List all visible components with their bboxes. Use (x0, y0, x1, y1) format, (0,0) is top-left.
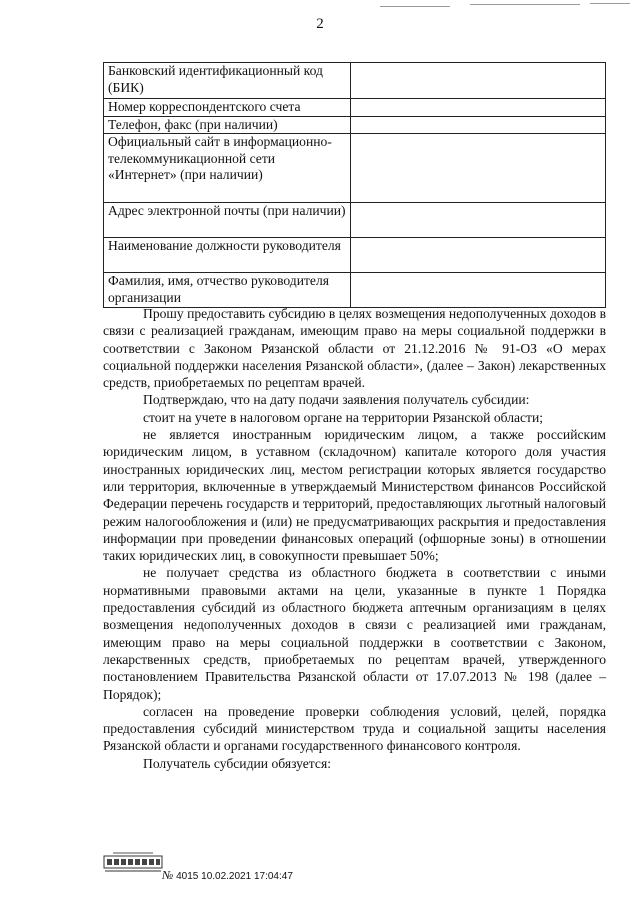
scan-artifact (380, 6, 450, 7)
document-registration-stamp (162, 868, 293, 883)
scan-artifact (470, 4, 580, 5)
row-label: Фамилия, имя, отчество руководителя организации (104, 273, 351, 308)
table-row (104, 116, 606, 134)
row-label: Номер корреспондентского счета (104, 99, 351, 117)
row-value (351, 116, 606, 134)
confirmation-intro: Подтверждаю, что на дату подачи заявления получатель субсидии: (143, 392, 530, 408)
application-body (103, 305, 606, 772)
row-label: Наименование должности руководителя (104, 238, 351, 273)
row-value (351, 134, 606, 203)
request-paragraph: Прошу предоставить субсидию в целях возмещения недополученных доходов в связи с реализацией гражданам, имеющим право на меры социальной поддержки в соответствии с Законом Рязанской области от 21.12.2016 № 91-ОЗ «О мерах социальной поддержки населения Рязанской области», (далее – Закон) лекарственных средств, приобретаемых по рецептам врачей. (103, 306, 606, 391)
row-value (351, 238, 606, 273)
table-row (104, 203, 606, 238)
number-sign: № (162, 868, 174, 882)
condition-tax-registration: стоит на учете в налоговом органе на территории Рязанской области; (143, 409, 544, 425)
table-row (104, 134, 606, 203)
table-row (104, 273, 606, 308)
condition-not-foreign-entity: не является иностранным юридическим лицом, а также российским юридическим лицом, в уставном (складочном) капитале которого доля участия иностранных юридических лиц, местом регистрации которых является государство или территория, включенные в утверждаемый Министерством финансов Российской Федерации перечень государств и территорий, предоставляющих льготный налоговый режим налогообложения и (или) не предусматривающих раскрытия и предоставления информации при проведении финансовых операций (офшорные зоны) в отношении таких юридических лиц, в совокупности превышает 50%; (103, 427, 606, 564)
obligations-intro: Получатель субсидии обязуется: (143, 755, 331, 771)
scan-artifact (590, 3, 630, 4)
registry-logo-icon (103, 851, 163, 873)
row-value (351, 203, 606, 238)
row-value (351, 63, 606, 99)
table-row (104, 238, 606, 273)
registration-number-date: 4015 10.02.2021 17:04:47 (176, 871, 293, 882)
table-row (104, 63, 606, 99)
row-value (351, 273, 606, 308)
row-label: Банковский идентификационный код (БИК) (104, 63, 351, 99)
row-label: Адрес электронной почты (при наличии) (104, 203, 351, 238)
page-number: 2 (316, 16, 324, 32)
table-row (104, 99, 606, 117)
condition-consent-audit: согласен на проведение проверки соблюдения условий, целей, порядка предоставления субсидий министерством труда и социальной защиты населения Рязанской области и органами государственного финансового контроля. (103, 703, 606, 754)
organization-details-table (103, 62, 606, 308)
row-label: Телефон, факс (при наличии) (104, 116, 351, 134)
row-label: Официальный сайт в информационно-телекоммуникационной сети «Интернет» (при наличии) (104, 134, 351, 203)
condition-no-other-funds: не получает средства из областного бюджета в соответствии с иными нормативными правовыми актами на цели, указанные в пункте 1 Порядка предоставления субсидий из областного бюджета аптечным организациям в целях возмещения недополученных доходов в связи с реализацией ими гражданам, имеющим право на меры социальной поддержки в соответствии с Законом, лекарственных средств, приобретаемых по рецептам врачей, утвержденного постановлением Правительства Рязанской области от 17.07.2013 № 198 (далее – Порядок); (103, 565, 606, 702)
row-value (351, 99, 606, 117)
